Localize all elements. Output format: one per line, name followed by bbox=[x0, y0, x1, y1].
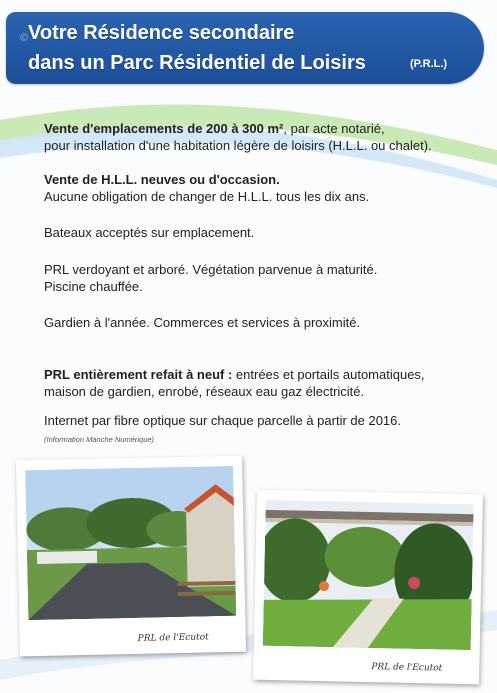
photo-right-image bbox=[263, 500, 474, 650]
p6-rest: entrées et portails automatiques, bbox=[232, 367, 425, 382]
photo-left-road bbox=[16, 456, 246, 657]
p3-text: Bateaux acceptés sur emplacement. bbox=[44, 225, 255, 240]
p2-line2: Aucune obligation de changer de H.L.L. tous les dix ans. bbox=[44, 189, 370, 204]
photo-left-caption: PRL de l'Ecutot bbox=[137, 632, 209, 644]
p5-text: Gardien à l'année. Commerces et services à proximité. bbox=[44, 315, 361, 330]
paragraph-refait bbox=[44, 366, 425, 400]
title-acronym: (P.R.L.) bbox=[410, 58, 448, 70]
road-scene-image bbox=[25, 466, 236, 620]
paragraph-bateaux bbox=[44, 224, 254, 241]
p7-text: Internet par fibre optique sur chaque parcelle à partir de 2016. bbox=[44, 413, 402, 428]
p2-bold: Vente de H.L.L. neuves ou d'occasion. bbox=[44, 172, 280, 187]
photo-left-image bbox=[25, 466, 236, 620]
paragraph-internet bbox=[44, 412, 401, 448]
title-line-2: dans un Parc Résidentiel de Loisirs bbox=[28, 52, 366, 74]
p1-bold: Vente d'emplacements de 200 à 300 m² bbox=[44, 121, 284, 136]
p6-bold: PRL entièrement refait à neuf : bbox=[44, 367, 233, 382]
p4-line2: Piscine chauffée. bbox=[44, 279, 143, 294]
p1-line2: pour installation d'une habitation légère de loisirs (H.L.L. ou chalet). bbox=[44, 138, 432, 153]
p1-rest: , par acte notarié, bbox=[283, 121, 385, 136]
paragraph-gardien bbox=[44, 314, 360, 331]
p4-line1: PRL verdoyant et arboré. Végétation parvenue à maturité. bbox=[44, 262, 378, 277]
title-banner bbox=[6, 12, 484, 84]
paragraph-hll bbox=[44, 171, 369, 205]
title-line-1: Votre Résidence secondaire bbox=[28, 22, 295, 44]
photo-right-caption: PRL de l'Ecutot bbox=[371, 662, 443, 674]
photo-right-garden bbox=[253, 490, 483, 685]
paragraph-verdoyant bbox=[44, 261, 377, 295]
paragraph-emplacements bbox=[44, 120, 432, 154]
garden-scene-image bbox=[263, 500, 474, 650]
copyright-mark: © bbox=[20, 32, 29, 44]
p7-note: (Information Manche Numérique) bbox=[44, 435, 155, 444]
p6-line2: maison de gardien, enrobé, réseaux eau gaz électricité. bbox=[44, 384, 365, 399]
